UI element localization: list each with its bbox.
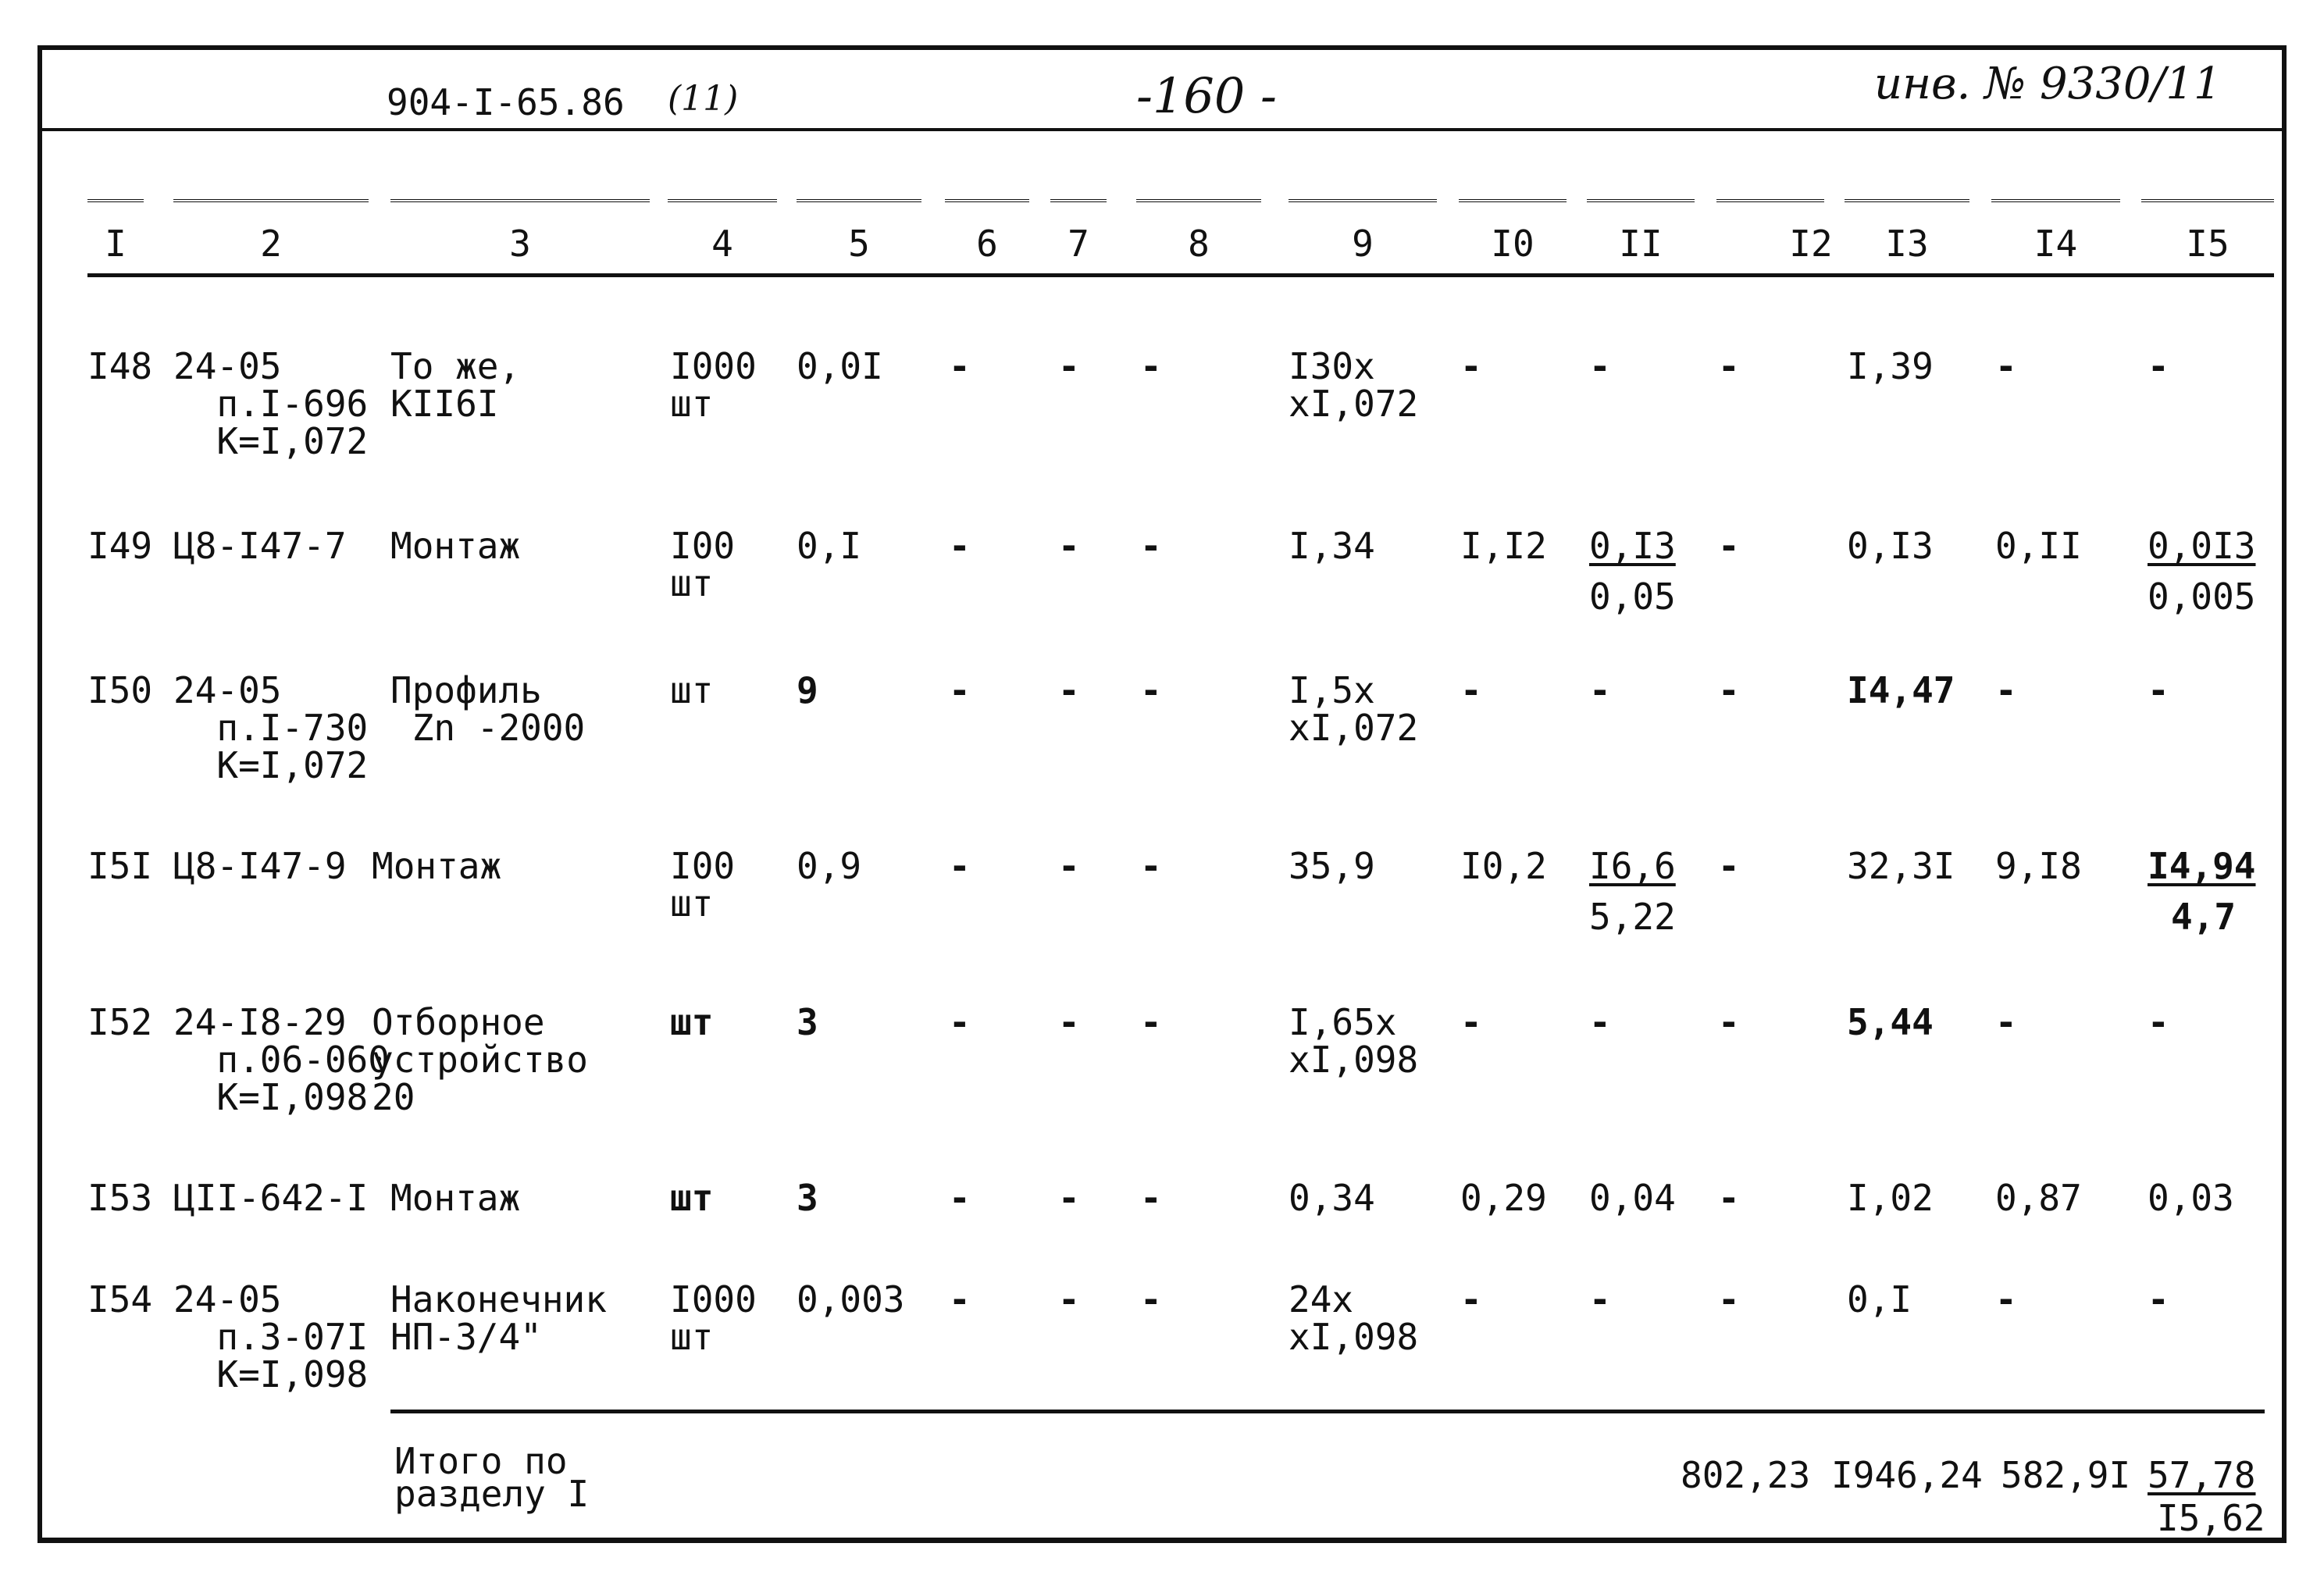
cell-12: - [1718, 845, 1740, 887]
norm-code: 24-05 п.I-696 К=I,072 [173, 345, 369, 462]
cell-15: - [2148, 1001, 2169, 1043]
cell-15-denominator: 0,005 [2148, 576, 2256, 618]
cell-11: - [1589, 1278, 1611, 1320]
cell-8: - [1140, 845, 1162, 887]
cell-13: 32,3I [1847, 845, 1955, 887]
cell-9: I,5x xI,072 [1289, 669, 1419, 749]
quantity: 3 [797, 1177, 818, 1219]
column-header: 4 [711, 223, 733, 265]
cell-9: 24x xI,098 [1289, 1278, 1419, 1358]
cell-9: 0,34 [1289, 1177, 1375, 1219]
cell-15: - [2148, 1278, 2169, 1320]
column-header: I [105, 223, 127, 265]
cell-15-numerator: 0,0I3 [2148, 525, 2256, 567]
item-name: Монтаж [372, 845, 502, 887]
cell-15: 0,03 [2148, 1177, 2234, 1219]
col-divider [945, 199, 1029, 212]
column-header: 2 [260, 223, 282, 265]
totals-label: Итого по разделу I [394, 1440, 590, 1515]
cell-11: - [1589, 669, 1611, 711]
cell-6: - [949, 1177, 971, 1219]
column-header: II [1619, 223, 1663, 265]
doc-code: 904-I-65.86 [387, 81, 625, 123]
total-col-15-numerator: 57,78 [2148, 1454, 2256, 1496]
cell-12: - [1718, 1001, 1740, 1043]
cell-14: - [1995, 669, 2017, 711]
cell-12: - [1718, 1177, 1740, 1219]
total-col-12: 802,23 [1681, 1454, 1811, 1496]
header-divider [37, 128, 2287, 131]
cell-7: - [1058, 525, 1080, 567]
totals-rule [390, 1410, 2265, 1413]
norm-code: ЦII-642-I [173, 1177, 369, 1219]
cell-14: 0,II [1995, 525, 2082, 567]
row-number: I52 [87, 1001, 153, 1043]
cell-13: I4,47 [1847, 669, 1955, 711]
item-name: Наконечник НП-3/4" [390, 1278, 607, 1358]
cell-14: 9,I8 [1995, 845, 2082, 887]
unit: шт [670, 1001, 714, 1043]
unit: I000 шт [670, 1278, 757, 1358]
cell-6: - [949, 845, 971, 887]
cell-12: - [1718, 525, 1740, 567]
column-header: 9 [1352, 223, 1374, 265]
cell-9: I,34 [1289, 525, 1375, 567]
total-col-14: 582,9I [2001, 1454, 2131, 1496]
cell-8: - [1140, 669, 1162, 711]
cell-8: - [1140, 525, 1162, 567]
cell-10: - [1460, 669, 1482, 711]
column-header: I0 [1491, 223, 1534, 265]
quantity: 0,0I [797, 345, 883, 387]
cell-13: I,39 [1847, 345, 1934, 387]
col-divider [1587, 199, 1695, 212]
cell-11: - [1589, 1001, 1611, 1043]
cell-11: 0,04 [1589, 1177, 1676, 1219]
cell-10: 0,29 [1460, 1177, 1547, 1219]
col-divider [1136, 199, 1261, 212]
total-col-13: I946,24 [1831, 1454, 1983, 1496]
column-header: 8 [1188, 223, 1210, 265]
cell-11: - [1589, 345, 1611, 387]
column-header: I2 [1789, 223, 1833, 265]
col-divider [1716, 199, 1824, 212]
cell-13: 0,I [1847, 1278, 1912, 1320]
norm-code: 24-05 п.I-730 К=I,072 [173, 669, 369, 786]
cell-6: - [949, 1001, 971, 1043]
col-divider [1289, 199, 1437, 212]
header-rule [87, 273, 2274, 277]
total-col-15-denominator: I5,62 [2157, 1497, 2265, 1539]
unit: I00 шт [670, 845, 736, 925]
cell-10: - [1460, 1001, 1482, 1043]
col-divider [1845, 199, 1969, 212]
cell-10: - [1460, 1278, 1482, 1320]
row-number: I5I [87, 845, 153, 887]
col-divider [87, 199, 144, 212]
quantity: 0,I [797, 525, 862, 567]
cell-6: - [949, 345, 971, 387]
column-header: 3 [509, 223, 531, 265]
cell-13: 0,I3 [1847, 525, 1934, 567]
cell-10: I,I2 [1460, 525, 1547, 567]
cell-15: - [2148, 669, 2169, 711]
norm-code: Ц8-I47-7 [173, 525, 347, 567]
unit: шт [670, 1177, 714, 1219]
page-frame [37, 45, 2287, 1543]
cell-12: - [1718, 669, 1740, 711]
inventory-number: инв. № 9330/11 [1874, 59, 2222, 109]
column-header: I5 [2186, 223, 2230, 265]
cell-7: - [1058, 1001, 1080, 1043]
norm-code: 24-05 п.3-07I К=I,098 [173, 1278, 369, 1395]
cell-14: - [1995, 1001, 2017, 1043]
cell-15-denominator: 4,7 [2171, 896, 2237, 938]
column-header: 5 [848, 223, 870, 265]
col-divider [1459, 199, 1567, 212]
cell-7: - [1058, 345, 1080, 387]
quantity: 0,003 [797, 1278, 905, 1320]
cell-10: I0,2 [1460, 845, 1547, 887]
column-header: I3 [1885, 223, 1929, 265]
cell-14: 0,87 [1995, 1177, 2082, 1219]
quantity: 9 [797, 669, 818, 711]
cell-14: - [1995, 345, 2017, 387]
cell-10: - [1460, 345, 1482, 387]
cell-9: I,65x xI,098 [1289, 1001, 1419, 1081]
cell-9: I30x xI,072 [1289, 345, 1419, 425]
cell-11-denominator: 0,05 [1589, 576, 1676, 618]
col-divider [390, 199, 650, 212]
column-header: 6 [976, 223, 998, 265]
row-number: I53 [87, 1177, 153, 1219]
cell-15: - [2148, 345, 2169, 387]
cell-8: - [1140, 1001, 1162, 1043]
cell-7: - [1058, 1278, 1080, 1320]
cell-6: - [949, 669, 971, 711]
cell-8: - [1140, 1177, 1162, 1219]
cell-15-numerator: I4,94 [2148, 845, 2256, 887]
page-number: -160 - [1136, 67, 1277, 124]
cell-8: - [1140, 1278, 1162, 1320]
cell-12: - [1718, 1278, 1740, 1320]
cell-7: - [1058, 1177, 1080, 1219]
col-divider [173, 199, 369, 212]
norm-code: 24-I8-29 п.06-060 К=I,098 [173, 1001, 390, 1118]
row-number: I50 [87, 669, 153, 711]
row-number: I48 [87, 345, 153, 387]
col-divider [1991, 199, 2120, 212]
cell-8: - [1140, 345, 1162, 387]
item-name: Отборное устройство 20 [372, 1001, 588, 1118]
cell-14: - [1995, 1278, 2017, 1320]
cell-11-numerator: I6,6 [1589, 845, 1676, 887]
quantity: 0,9 [797, 845, 862, 887]
norm-code: Ц8-I47-9 [173, 845, 347, 887]
item-name: То же, КII6I [390, 345, 521, 425]
col-divider [668, 199, 777, 212]
column-header: 7 [1068, 223, 1089, 265]
cell-11-numerator: 0,I3 [1589, 525, 1676, 567]
item-name: Монтаж [390, 1177, 521, 1219]
cell-12: - [1718, 345, 1740, 387]
cell-11-denominator: 5,22 [1589, 896, 1676, 938]
quantity: 3 [797, 1001, 818, 1043]
cell-7: - [1058, 845, 1080, 887]
col-divider [1050, 199, 1107, 212]
item-name: Монтаж [390, 525, 521, 567]
cell-7: - [1058, 669, 1080, 711]
sheet-mark: (11) [668, 79, 739, 119]
row-number: I54 [87, 1278, 153, 1320]
cell-6: - [949, 525, 971, 567]
unit: I000 шт [670, 345, 757, 425]
row-number: I49 [87, 525, 153, 567]
col-divider [2141, 199, 2274, 212]
column-header: I4 [2034, 223, 2078, 265]
cell-6: - [949, 1278, 971, 1320]
item-name: Профиль Zn -2000 [390, 669, 586, 749]
unit: шт [670, 669, 714, 711]
col-divider [797, 199, 921, 212]
unit: I00 шт [670, 525, 736, 604]
cell-13: I,02 [1847, 1177, 1934, 1219]
cell-13: 5,44 [1847, 1001, 1934, 1043]
cell-9: 35,9 [1289, 845, 1375, 887]
